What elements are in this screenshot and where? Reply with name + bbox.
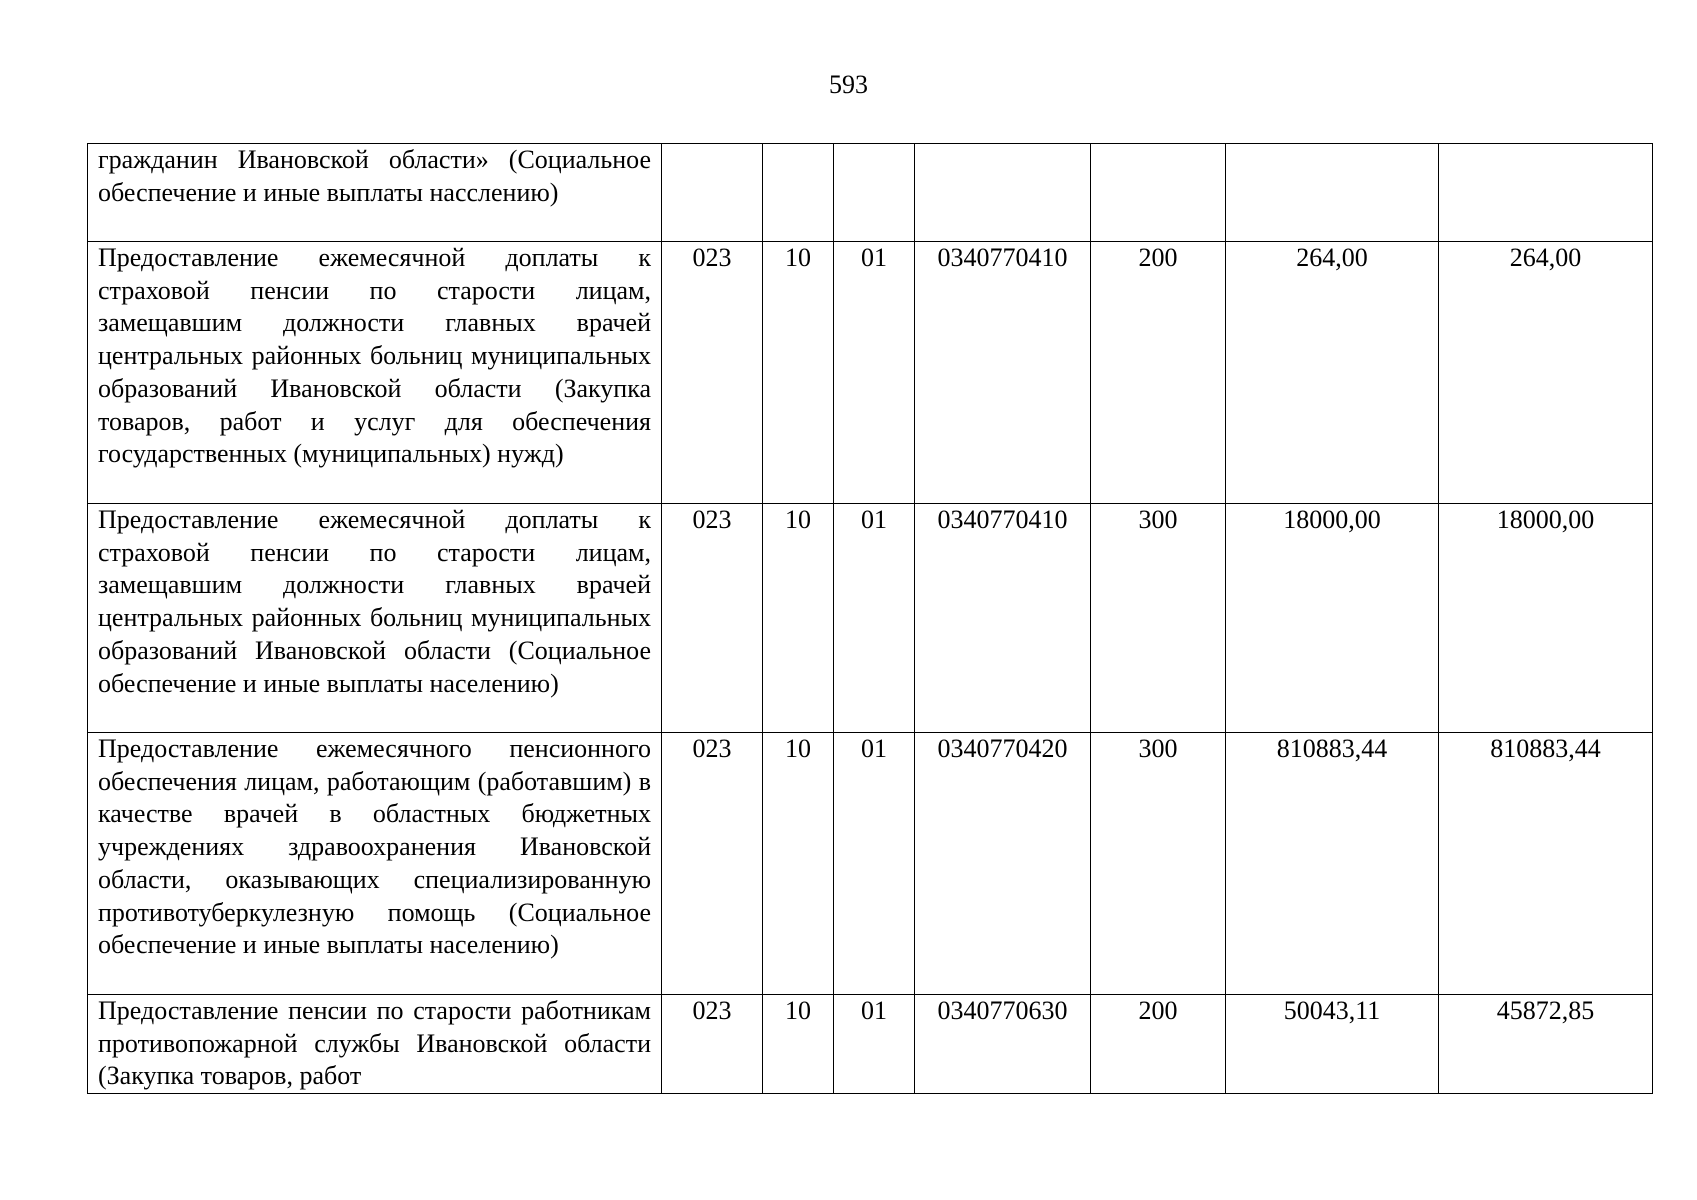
table-row (88, 242, 1653, 504)
amount-first: 18000,00 (1226, 504, 1439, 733)
amount-first (1226, 144, 1439, 242)
amount-second: 810883,44 (1439, 733, 1653, 995)
subsection-code: 01 (834, 995, 915, 1094)
row-description: Предоставление ежемесячного пенсионного обеспечения лицам, работающим (работавшим) в качестве врачей в областных бюджетных учреждениях здравоохранения Ивановской области, оказывающих специализированную противотуберкулезную помощь (Социальное обеспечение и иные выплаты населению) (88, 733, 662, 995)
section-code: 10 (763, 504, 834, 733)
section-code: 10 (763, 733, 834, 995)
amount-first: 264,00 (1226, 242, 1439, 504)
target-article-code: 0340770630 (915, 995, 1091, 1094)
section-code: 10 (763, 995, 834, 1094)
expense-type-code: 200 (1091, 995, 1226, 1094)
amount-second: 18000,00 (1439, 504, 1653, 733)
budget-table (87, 143, 1653, 1094)
target-article-code: 0340770410 (915, 504, 1091, 733)
table-row (88, 995, 1653, 1094)
subsection-code: 01 (834, 733, 915, 995)
amount-second: 45872,85 (1439, 995, 1653, 1094)
table-row (88, 504, 1653, 733)
ministry-code: 023 (662, 995, 763, 1094)
amount-first: 50043,11 (1226, 995, 1439, 1094)
ministry-code: 023 (662, 504, 763, 733)
table-row (88, 733, 1653, 995)
target-article-code: 0340770410 (915, 242, 1091, 504)
section-code (763, 144, 834, 242)
expense-type-code: 200 (1091, 242, 1226, 504)
row-description: гражданин Ивановской области» (Социальное обеспечение и иные выплаты насслению) (88, 144, 662, 242)
table-row (88, 144, 1653, 242)
ministry-code: 023 (662, 242, 763, 504)
ministry-code (662, 144, 763, 242)
expense-type-code: 300 (1091, 733, 1226, 995)
section-code: 10 (763, 242, 834, 504)
ministry-code: 023 (662, 733, 763, 995)
page-number: 593 (829, 70, 868, 99)
target-article-code: 0340770420 (915, 733, 1091, 995)
subsection-code: 01 (834, 242, 915, 504)
subsection-code (834, 144, 915, 242)
subsection-code: 01 (834, 504, 915, 733)
amount-second: 264,00 (1439, 242, 1653, 504)
row-description: Предоставление ежемесячной доплаты к страховой пенсии по старости лицам, замещавшим должности главных врачей центральных районных больниц муниципальных образований Ивановской области (Закупка товаров, работ и услуг для обеспечения государственных (муниципальных) нужд) (88, 242, 662, 504)
expense-type-code: 300 (1091, 504, 1226, 733)
row-description: Предоставление пенсии по старости работникам противопожарной службы Ивановской области (Закупка товаров, работ (88, 995, 662, 1094)
target-article-code (915, 144, 1091, 242)
amount-second (1439, 144, 1653, 242)
expense-type-code (1091, 144, 1226, 242)
amount-first: 810883,44 (1226, 733, 1439, 995)
row-description: Предоставление ежемесячной доплаты к страховой пенсии по старости лицам, замещавшим должности главных врачей центральных районных больниц муниципальных образований Ивановской области (Социальное обеспечение и иные выплаты населению) (88, 504, 662, 733)
